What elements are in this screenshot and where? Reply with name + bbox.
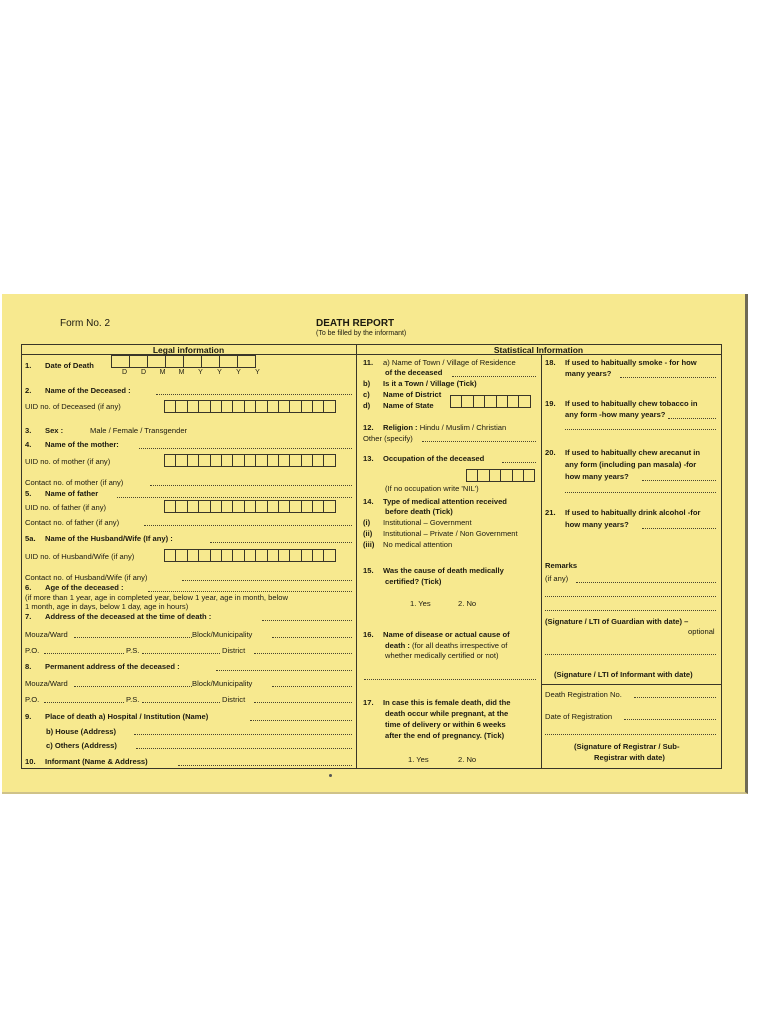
field-label: Age of the deceased : xyxy=(45,583,124,592)
date-letter: D xyxy=(140,369,147,376)
uid-spouse-boxes[interactable] xyxy=(164,549,335,562)
name-father-line[interactable] xyxy=(117,497,352,498)
section-statistical-header: Statistical Information xyxy=(493,345,584,355)
field-number: 16. xyxy=(363,630,374,639)
option-number: (iii) xyxy=(363,540,375,549)
field-label: Name of District xyxy=(383,390,442,399)
religion-options[interactable]: Hindu / Muslim / Christian xyxy=(419,423,507,432)
field-number: 13. xyxy=(363,454,374,463)
mouza-line[interactable] xyxy=(74,637,192,638)
section-legal-header: Legal information xyxy=(152,345,225,355)
field-label: Permanent address of the deceased : xyxy=(45,662,180,671)
district-line[interactable] xyxy=(254,653,352,654)
block-line-2[interactable] xyxy=(272,686,352,687)
cause-label-2a: death : xyxy=(385,641,410,650)
district-label: District xyxy=(222,646,246,655)
field-number: 10. xyxy=(25,757,36,766)
tobacco-line-2[interactable] xyxy=(565,429,716,430)
pregnancy-no-option[interactable]: 2. No xyxy=(458,755,477,764)
date-letter: Y xyxy=(236,369,241,376)
optional-label: optional xyxy=(688,627,715,636)
cause-label-2 xyxy=(385,641,507,650)
age-note-2: 1 month, age in days, below 1 day, age in hours) xyxy=(25,602,189,611)
arecanut-label-2: any form (including pan masala) -for xyxy=(565,460,697,469)
field-number: 8. xyxy=(25,662,32,671)
arecanut-line[interactable] xyxy=(642,480,716,481)
field-name-father xyxy=(25,489,98,498)
field-sex xyxy=(25,426,63,435)
uid-spouse-label: UID no. of Husband/Wife (if any) xyxy=(25,552,135,561)
field-number: 7. xyxy=(25,612,32,621)
field-label: Religion : xyxy=(383,423,418,432)
field-district xyxy=(363,390,441,399)
registrar-signature-label-2: Registrar with date) xyxy=(594,753,665,762)
remarks-label: Remarks xyxy=(545,561,578,570)
field-number: 17. xyxy=(363,698,374,707)
field-label: Name of the mother: xyxy=(45,440,119,449)
field-number: 3. xyxy=(25,426,32,435)
date-reg-line[interactable] xyxy=(624,719,716,720)
field-number: 11. xyxy=(363,358,374,367)
option-label: Institutional – Government xyxy=(383,518,472,527)
field-label: Is it a Town / Village (Tick) xyxy=(383,379,477,388)
date-letter: Y xyxy=(198,369,203,376)
field-name-deceased xyxy=(25,386,131,395)
date-letter: D xyxy=(121,369,128,376)
field-number: 18. xyxy=(545,358,556,367)
mouza-label: Mouza/Ward xyxy=(25,630,68,639)
contact-spouse-label: Contact no. of Husband/Wife (if any) xyxy=(25,573,148,582)
tobacco-line[interactable] xyxy=(668,418,716,419)
field-number: 15. xyxy=(363,566,374,575)
stat-divider xyxy=(541,354,542,769)
remarks-line[interactable] xyxy=(576,582,716,583)
field-number: 9. xyxy=(25,712,32,721)
field-number: 19. xyxy=(545,399,556,408)
field-alcohol xyxy=(545,508,700,517)
age-line[interactable] xyxy=(148,591,352,592)
mouza-line-2[interactable] xyxy=(74,686,192,687)
hospital-line[interactable] xyxy=(250,720,352,721)
field-number: 2. xyxy=(25,386,32,395)
date-letter: Y xyxy=(255,369,260,376)
option-number: (ii) xyxy=(363,529,373,538)
field-label: Address of the deceased at the time of death : xyxy=(45,612,212,621)
occupation-note: (If no occupation write 'NIL') xyxy=(385,484,479,493)
field-number: c) xyxy=(363,390,370,399)
alcohol-label-2: how many years? xyxy=(565,520,629,529)
date-letter: M xyxy=(178,369,185,376)
residence-label-2: of the deceased xyxy=(385,368,443,377)
field-religion xyxy=(363,423,506,432)
date-reg-label: Date of Registration xyxy=(545,712,613,721)
field-number: 5a. xyxy=(25,534,36,543)
address-death-line[interactable] xyxy=(262,620,352,621)
district-label-2: District xyxy=(222,695,246,704)
guardian-signature-line[interactable] xyxy=(545,654,716,655)
cause-label-2b: (for all deaths irrespective of xyxy=(412,641,508,650)
others-address-label: c) Others (Address) xyxy=(46,741,117,750)
certified-no-option[interactable]: 2. No xyxy=(458,599,477,608)
contact-spouse-line[interactable] xyxy=(182,580,352,581)
alcohol-line[interactable] xyxy=(642,528,716,529)
occupation-code-boxes[interactable] xyxy=(466,469,534,482)
female-death-label-2: death occur while pregnant, at the xyxy=(385,709,509,718)
field-label: Occupation of the deceased xyxy=(383,454,485,463)
field-label: If used to habitually chew tobacco in xyxy=(565,399,698,408)
state-code-boxes[interactable] xyxy=(450,395,530,408)
field-label: Sex : xyxy=(45,426,64,435)
field-label: Name of the Deceased : xyxy=(45,386,131,395)
field-label: Name of disease or actual cause of xyxy=(383,630,510,639)
smoke-label-2: many years? xyxy=(565,369,612,378)
field-arecanut xyxy=(545,448,700,457)
occupation-line[interactable] xyxy=(502,462,536,463)
frame-right-line xyxy=(721,344,722,769)
female-death-label-3: time of delivery or within 6 weeks xyxy=(385,720,506,729)
field-permanent-address xyxy=(25,662,180,671)
contact-father-line[interactable] xyxy=(144,525,352,526)
religion-other-label: Other (specify) xyxy=(363,434,413,443)
field-number: 21. xyxy=(545,508,556,517)
uid-father-label: UID no. of father (if any) xyxy=(25,503,107,512)
arecanut-line-2[interactable] xyxy=(565,492,716,493)
option-label: No medical attention xyxy=(383,540,453,549)
field-smoke xyxy=(545,358,697,367)
contact-father-label: Contact no. of father (if any) xyxy=(25,518,120,527)
field-number: 20. xyxy=(545,448,556,457)
field-label: If used to habitually drink alcohol -for xyxy=(565,508,701,517)
field-label: Informant (Name & Address) xyxy=(45,757,148,766)
uid-mother-boxes[interactable] xyxy=(164,454,335,467)
arecanut-label-3: how many years? xyxy=(565,472,629,481)
date-letter: Y xyxy=(217,369,222,376)
cause-label-3: whether medically certified or not) xyxy=(385,651,499,660)
registrar-signature-label-1: (Signature of Registrar / Sub- xyxy=(574,742,680,751)
date-format-labels xyxy=(115,369,267,376)
medically-certified-label-2: certified? (Tick) xyxy=(385,577,442,586)
po-label: P.O. xyxy=(25,646,40,655)
remarks-line-3[interactable] xyxy=(545,610,716,611)
field-number: 5. xyxy=(25,489,32,498)
field-address-death xyxy=(25,612,211,621)
field-age xyxy=(25,583,124,592)
residence-line[interactable] xyxy=(452,376,536,377)
field-number: 6. xyxy=(25,583,32,592)
option-label: Institutional – Private / Non Government xyxy=(383,529,518,538)
signature-divider xyxy=(541,684,721,685)
column-divider xyxy=(356,344,357,769)
informant-line[interactable] xyxy=(178,765,352,766)
field-date-of-death xyxy=(25,361,94,370)
field-cause-of-death xyxy=(363,630,510,639)
religion-other-line[interactable] xyxy=(422,441,536,442)
field-label: Name of State xyxy=(383,401,434,410)
field-female-death xyxy=(363,698,510,707)
field-label: Was the cause of death medically xyxy=(383,566,504,575)
field-label: Place of death a) Hospital / Institution (Name) xyxy=(45,712,209,721)
sex-options[interactable]: Male / Female / Transgender xyxy=(90,426,188,435)
field-label: If used to habitually smoke - for how xyxy=(565,358,697,367)
tobacco-label-2: any form -how many years? xyxy=(565,410,666,419)
guardian-signature-label: (Signature / LTI of Guardian with date) – xyxy=(545,617,689,626)
death-reg-no-label: Death Registration No. xyxy=(545,690,622,699)
field-informant xyxy=(25,757,148,766)
po-label-2: P.O. xyxy=(25,695,40,704)
field-label: Type of medical attention received xyxy=(383,497,507,506)
field-name-spouse xyxy=(25,534,173,543)
field-label: If used to habitually chew arecanut in xyxy=(565,448,701,457)
name-spouse-line[interactable] xyxy=(210,542,352,543)
field-number: d) xyxy=(363,401,371,410)
contact-mother-line[interactable] xyxy=(150,485,352,486)
block-label: Block/Municipality xyxy=(192,630,253,639)
field-town-village xyxy=(363,379,477,388)
medical-attention-label-2: before death (Tick) xyxy=(385,507,453,516)
po-line[interactable] xyxy=(44,653,124,654)
age-note-1: (if more than 1 year, age in completed year, below 1 year, age in month, below xyxy=(25,593,288,602)
cause-line[interactable] xyxy=(364,679,536,680)
ps-label-2: P.S. xyxy=(126,695,140,704)
registrar-line[interactable] xyxy=(545,734,716,735)
uid-mother-label: UID no. of mother (if any) xyxy=(25,457,111,466)
field-number: 1. xyxy=(25,361,32,370)
dot-mark xyxy=(329,774,332,777)
field-number: 14. xyxy=(363,497,374,506)
field-label: a) Name of Town / Village of Residence xyxy=(383,358,516,367)
form-title: DEATH REPORT xyxy=(316,318,395,329)
medical-option-private[interactable] xyxy=(363,529,518,538)
name-mother-line[interactable] xyxy=(139,448,352,449)
field-number: 4. xyxy=(25,440,32,449)
others-address-line[interactable] xyxy=(136,748,352,749)
permanent-address-line[interactable] xyxy=(216,670,352,671)
field-name-mother xyxy=(25,440,119,449)
form-number: Form No. 2 xyxy=(60,318,111,329)
certified-yes-option[interactable]: 1. Yes xyxy=(410,599,431,608)
date-of-death-boxes[interactable] xyxy=(111,355,255,368)
smoke-line[interactable] xyxy=(620,377,716,378)
block-label-2: Block/Municipality xyxy=(192,679,253,688)
po-line-2[interactable] xyxy=(44,702,124,703)
medical-option-none[interactable] xyxy=(363,540,452,549)
option-number: (i) xyxy=(363,518,371,527)
field-residence xyxy=(363,358,516,367)
field-label: In case this is female death, did the xyxy=(383,698,511,707)
ps-line-2[interactable] xyxy=(142,702,220,703)
contact-mother-label: Contact no. of mother (if any) xyxy=(25,478,124,487)
pregnancy-yes-option[interactable]: 1. Yes xyxy=(408,755,429,764)
uid-deceased-boxes[interactable] xyxy=(164,400,335,413)
district-line-2[interactable] xyxy=(254,702,352,703)
house-address-line[interactable] xyxy=(134,734,352,735)
death-report-form xyxy=(2,294,748,794)
field-place-of-death xyxy=(25,712,208,721)
field-state xyxy=(363,401,434,410)
field-number: b) xyxy=(363,379,371,388)
remarks-line-2[interactable] xyxy=(545,596,716,597)
field-label: Name of the Husband/Wife (If any) : xyxy=(45,534,173,543)
mouza-label-2: Mouza/Ward xyxy=(25,679,68,688)
form-subtitle: (To be filled by the informant) xyxy=(316,330,407,337)
field-label: Date of Death xyxy=(45,361,94,370)
death-reg-no-line[interactable] xyxy=(634,697,716,698)
name-deceased-line[interactable] xyxy=(156,394,352,395)
field-medically-certified xyxy=(363,566,504,575)
uid-father-boxes[interactable] xyxy=(164,500,335,513)
block-line[interactable] xyxy=(272,637,352,638)
frame-bottom-line xyxy=(21,768,721,769)
remarks-sub-label: (if any) xyxy=(545,574,569,583)
field-occupation xyxy=(363,454,484,463)
uid-deceased-label: UID no. of Deceased (if any) xyxy=(25,402,121,411)
female-death-label-4: after the end of pregnancy. (Tick) xyxy=(385,731,505,740)
field-number: 12. xyxy=(363,423,374,432)
field-label: Name of father xyxy=(45,489,99,498)
field-tobacco xyxy=(545,399,698,408)
field-medical-attention xyxy=(363,497,507,506)
date-letter: M xyxy=(159,369,166,376)
ps-line[interactable] xyxy=(142,653,220,654)
frame-left-line xyxy=(21,344,22,769)
medical-option-govt[interactable] xyxy=(363,518,472,527)
house-address-label: b) House (Address) xyxy=(46,727,117,736)
ps-label: P.S. xyxy=(126,646,140,655)
informant-signature-label: (Signature / LTI of Informant with date) xyxy=(554,670,693,679)
